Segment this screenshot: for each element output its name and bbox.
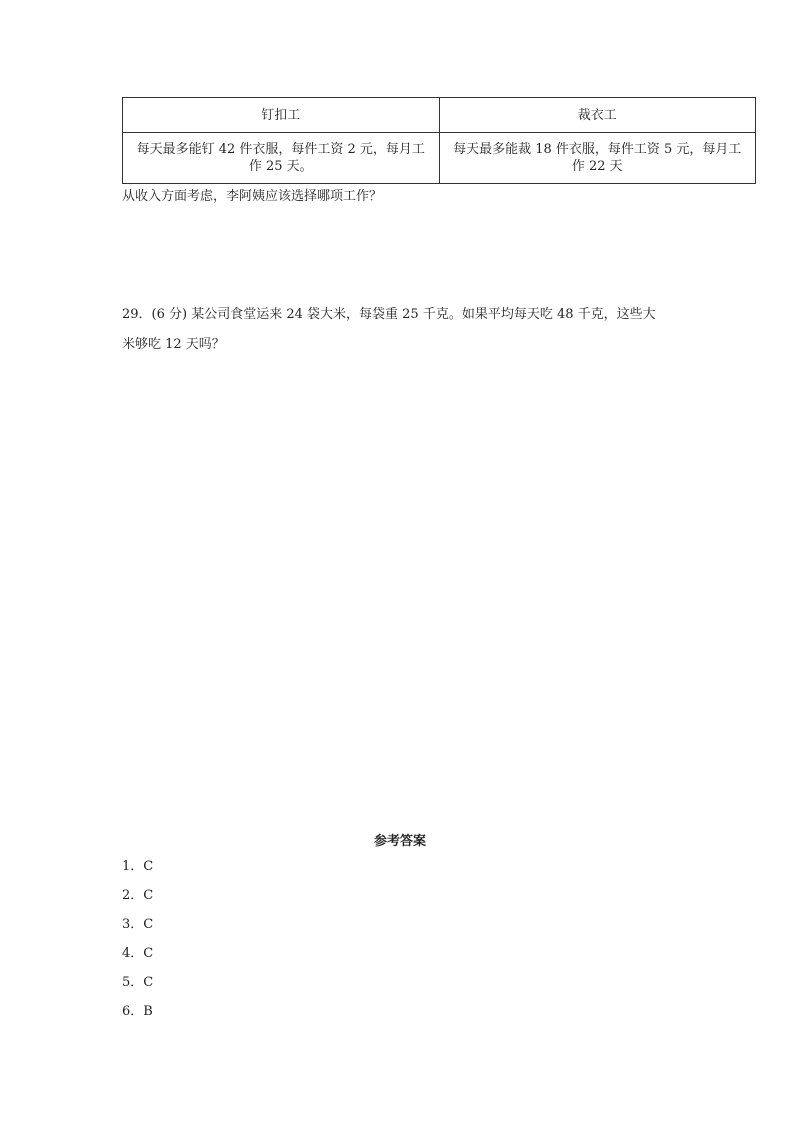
table-row <box>123 133 756 184</box>
list-item: 6．B <box>122 1004 153 1019</box>
list-item: 3．C <box>122 917 154 932</box>
table-cell-button-sewer: 每天最多能钉 42 件衣服，每件工资 2 元，每月工作 25 天。 <box>123 133 440 184</box>
table-header-button-sewer: 钉扣工 <box>123 98 440 133</box>
table-header-row <box>123 98 756 133</box>
jobs-table <box>122 97 756 184</box>
answer-list <box>122 858 153 1032</box>
answer-key-title: 参考答案 <box>373 834 426 849</box>
list-item: 5．C <box>122 975 154 990</box>
question-29-line-2: 米够吃 12 天吗？ <box>122 337 225 352</box>
list-item: 1．C <box>122 859 154 874</box>
table-header-cutter: 裁衣工 <box>439 98 756 133</box>
question-29-line-1: 29．(6 分) 某公司食堂运来 24 袋大米，每袋重 25 千克。如果平均每天吃 48 千克，这些大 <box>122 307 656 322</box>
question-28-prompt: 从收入方面考虑，李阿姨应该选择哪项工作？ <box>122 189 383 204</box>
list-item: 2．C <box>122 888 154 903</box>
list-item: 4．C <box>122 946 154 961</box>
table-cell-cutter: 每天最多能裁 18 件衣服，每件工资 5 元，每月工作 22 天 <box>439 133 756 184</box>
